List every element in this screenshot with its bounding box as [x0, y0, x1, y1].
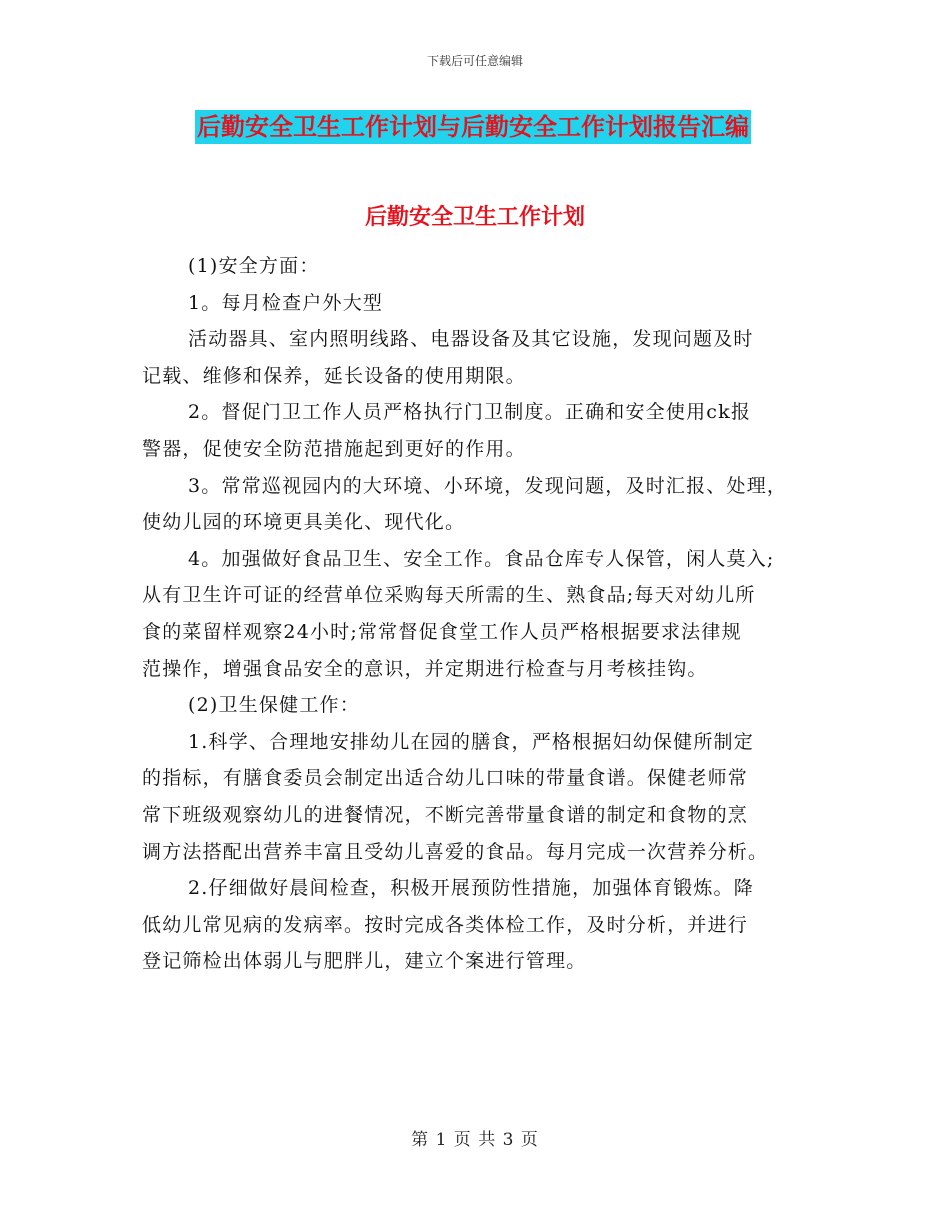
paragraph-line: 警器，促使安全防范措施起到更好的作用。 — [142, 437, 526, 460]
header-note: 下载后可任意编辑 — [426, 54, 523, 68]
paragraph-line: 常下班级观察幼儿的进餐情况，不断完善带量食谱的制定和食物的烹 — [142, 803, 749, 826]
paragraph-line: 1.科学、合理地安排幼儿在园的膳食，严格根据妇幼保健所制定 — [188, 730, 754, 753]
paragraph-line: 的指标，有膳食委员会制定出适合幼儿口味的带量食谱。保健老师常 — [142, 767, 749, 790]
section-title: 后勤安全卫生工作计划 — [364, 204, 585, 230]
paragraph-line: 4。加强做好食品卫生、安全工作。食品仓库专人保管，闲人莫入; — [188, 547, 775, 570]
paragraph-line: 从有卫生许可证的经营单位采购每天所需的生、熟食品;每天对幼儿所 — [142, 584, 756, 607]
paragraph-line: 食的菜留样观察24小时;常常督促食堂工作人员严格根据要求法律规 — [142, 620, 742, 643]
paragraph-line: 3。常常巡视园内的大环境、小环境，发现问题，及时汇报、处理， — [188, 474, 788, 497]
paragraph-line: 登记筛检出体弱儿与肥胖儿，建立个案进行管理。 — [142, 950, 587, 973]
paragraph-line: 2.仔细做好晨间检查，积极开展预防性措施，加强体育锻炼。降 — [188, 877, 754, 900]
paragraph-line: 1。每月检查户外大型 — [188, 291, 384, 314]
section-heading-safety: (1)安全方面： — [188, 255, 320, 277]
section-heading-health: (2)卫生保健工作： — [188, 694, 360, 717]
paragraph-line: 范操作，增强食品安全的意识，并定期进行检查与月考核挂钩。 — [142, 657, 708, 680]
paragraph-line: 使幼儿园的环境更具美化、现代化。 — [142, 511, 466, 534]
paragraph-line: 记载、维修和保养，延长设备的使用期限。 — [142, 364, 526, 387]
paragraph-line: 2。督促门卫工作人员严格执行门卫制度。正确和安全使用ck报 — [188, 401, 752, 424]
paragraph-line: 活动器具、室内照明线路、电器设备及其它设施，发现问题及时 — [188, 328, 754, 351]
page-footer: 第 1 页 共 3 页 — [411, 1130, 539, 1150]
paragraph-line: 低幼儿常见病的发病率。按时完成各类体检工作，及时分析，并进行 — [142, 913, 749, 936]
paragraph-line: 调方法搭配出营养丰富且受幼儿喜爱的食品。每月完成一次营养分析。 — [142, 840, 769, 863]
document-title: 后勤安全卫生工作计划与后勤安全工作计划报告汇编 — [195, 110, 751, 144]
document-body — [142, 248, 802, 980]
